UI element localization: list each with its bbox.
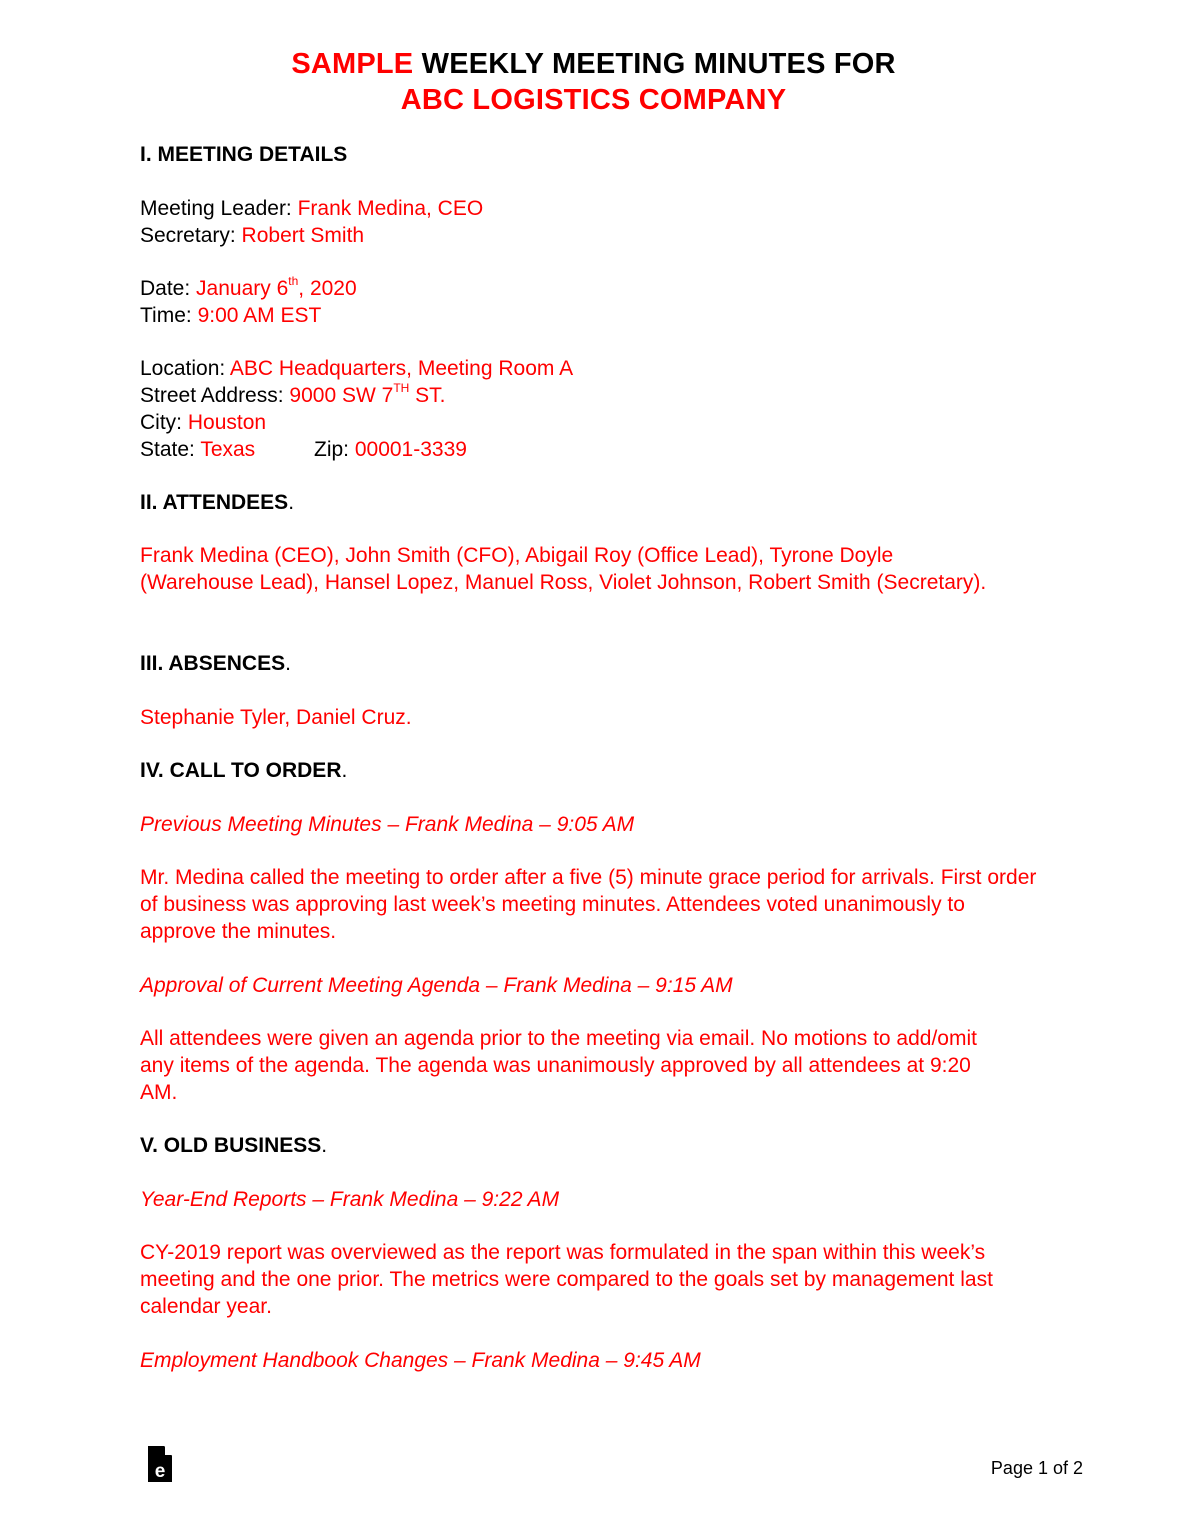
absences-list: Stephanie Tyler, Daniel Cruz. <box>140 706 412 729</box>
eforms-document-icon <box>148 1446 172 1482</box>
city-label: City: <box>140 411 188 434</box>
date-row <box>140 275 357 302</box>
title-sample-label: SAMPLE <box>291 48 414 80</box>
section-heading-absences <box>140 650 291 677</box>
title-main-text: WEEKLY MEETING MINUTES FOR <box>413 48 896 80</box>
zip-label: Zip: <box>314 438 355 461</box>
section-heading-meeting-details: I. MEETING DETAILS <box>140 143 348 166</box>
state-row <box>140 436 255 463</box>
date-label: Date: <box>140 277 197 300</box>
date-value-main: January 6 <box>196 277 289 300</box>
date-value-year: , 2020 <box>298 277 357 300</box>
meeting-leader-label: Meeting Leader: <box>140 197 298 220</box>
heading-period: . <box>321 1134 328 1157</box>
time-label: Time: <box>140 304 198 327</box>
absences-heading-text: III. ABSENCES <box>140 652 286 675</box>
section-heading-call-to-order <box>140 757 347 784</box>
agenda-item-title: Employment Handbook Changes – Frank Medina – 9:45 AM <box>140 1349 701 1372</box>
agenda-item-title: Year-End Reports – Frank Medina – 9:22 AM <box>140 1188 560 1211</box>
old-business-heading-text: V. OLD BUSINESS <box>140 1134 322 1157</box>
street-value-suffix: TH <box>393 381 410 395</box>
agenda-item-title: Approval of Current Meeting Agenda – Frank Medina – 9:15 AM <box>140 974 733 997</box>
heading-period: . <box>285 652 291 675</box>
secretary-label: Secretary: <box>140 224 242 247</box>
agenda-item-title: Previous Meeting Minutes – Frank Medina – 9:05 AM <box>140 813 635 836</box>
call-to-order-heading-text: IV. CALL TO ORDER <box>140 759 342 782</box>
section-heading-old-business <box>140 1132 327 1159</box>
section-heading-attendees <box>140 489 294 516</box>
svg-text:e: e <box>154 1461 166 1482</box>
agenda-item-notes: CY-2019 report was overviewed as the report was formulated in the span within this week’s meeting and the one prior. The metrics were compared to the goals set by management last calendar year. <box>140 1241 993 1318</box>
time-row <box>140 302 321 329</box>
heading-period: . <box>288 491 295 514</box>
meeting-leader-row <box>140 195 483 222</box>
meeting-leader-value: Frank Medina, CEO <box>297 197 484 220</box>
state-label: State: <box>140 438 201 461</box>
city-row <box>140 409 266 436</box>
location-label: Location: <box>140 357 230 380</box>
page-number: Page 1 of 2 <box>990 1458 1083 1478</box>
city-value: Houston <box>187 411 267 434</box>
heading-period: . <box>341 759 348 782</box>
street-value-end: ST. <box>409 384 446 407</box>
location-row <box>140 355 573 382</box>
time-value: 9:00 AM EST <box>197 304 322 327</box>
agenda-item-notes: All attendees were given an agenda prior to the meeting via email. No motions to add/omit any items of the agenda. The agenda was unanimously approved by all attendees at 9:20 AM. <box>140 1027 977 1104</box>
date-value-suffix: th <box>288 274 299 288</box>
agenda-item-notes: Mr. Medina called the meeting to order after a five (5) minute grace period for arrivals. First order of business was approving last week’s meeting minutes. Attendees voted unanimously to approve the minutes. <box>140 866 1037 943</box>
street-value-main: 9000 SW 7 <box>289 384 394 407</box>
date-value <box>196 274 357 300</box>
attendees-heading-text: II. ATTENDEES <box>140 491 289 514</box>
document-title-line-2: ABC LOGISTICS COMPANY <box>400 84 787 116</box>
street-address-value <box>289 381 446 407</box>
zip-value: 00001-3339 <box>354 438 467 461</box>
secretary-row <box>140 222 364 249</box>
state-value: Texas <box>200 438 256 461</box>
street-address-row <box>140 382 446 409</box>
secretary-value: Robert Smith <box>241 224 365 247</box>
document-title-line-1 <box>0 46 1187 82</box>
zip-row <box>314 436 467 463</box>
street-address-label: Street Address: <box>140 384 290 407</box>
attendees-list: Frank Medina (CEO), John Smith (CFO), Abigail Roy (Office Lead), Tyrone Doyle (Warehouse Lead), Hansel Lopez, Manuel Ross, Violet Johnson, Robert Smith (Secretary). <box>140 544 987 594</box>
location-value: ABC Headquarters, Meeting Room A <box>229 357 574 380</box>
